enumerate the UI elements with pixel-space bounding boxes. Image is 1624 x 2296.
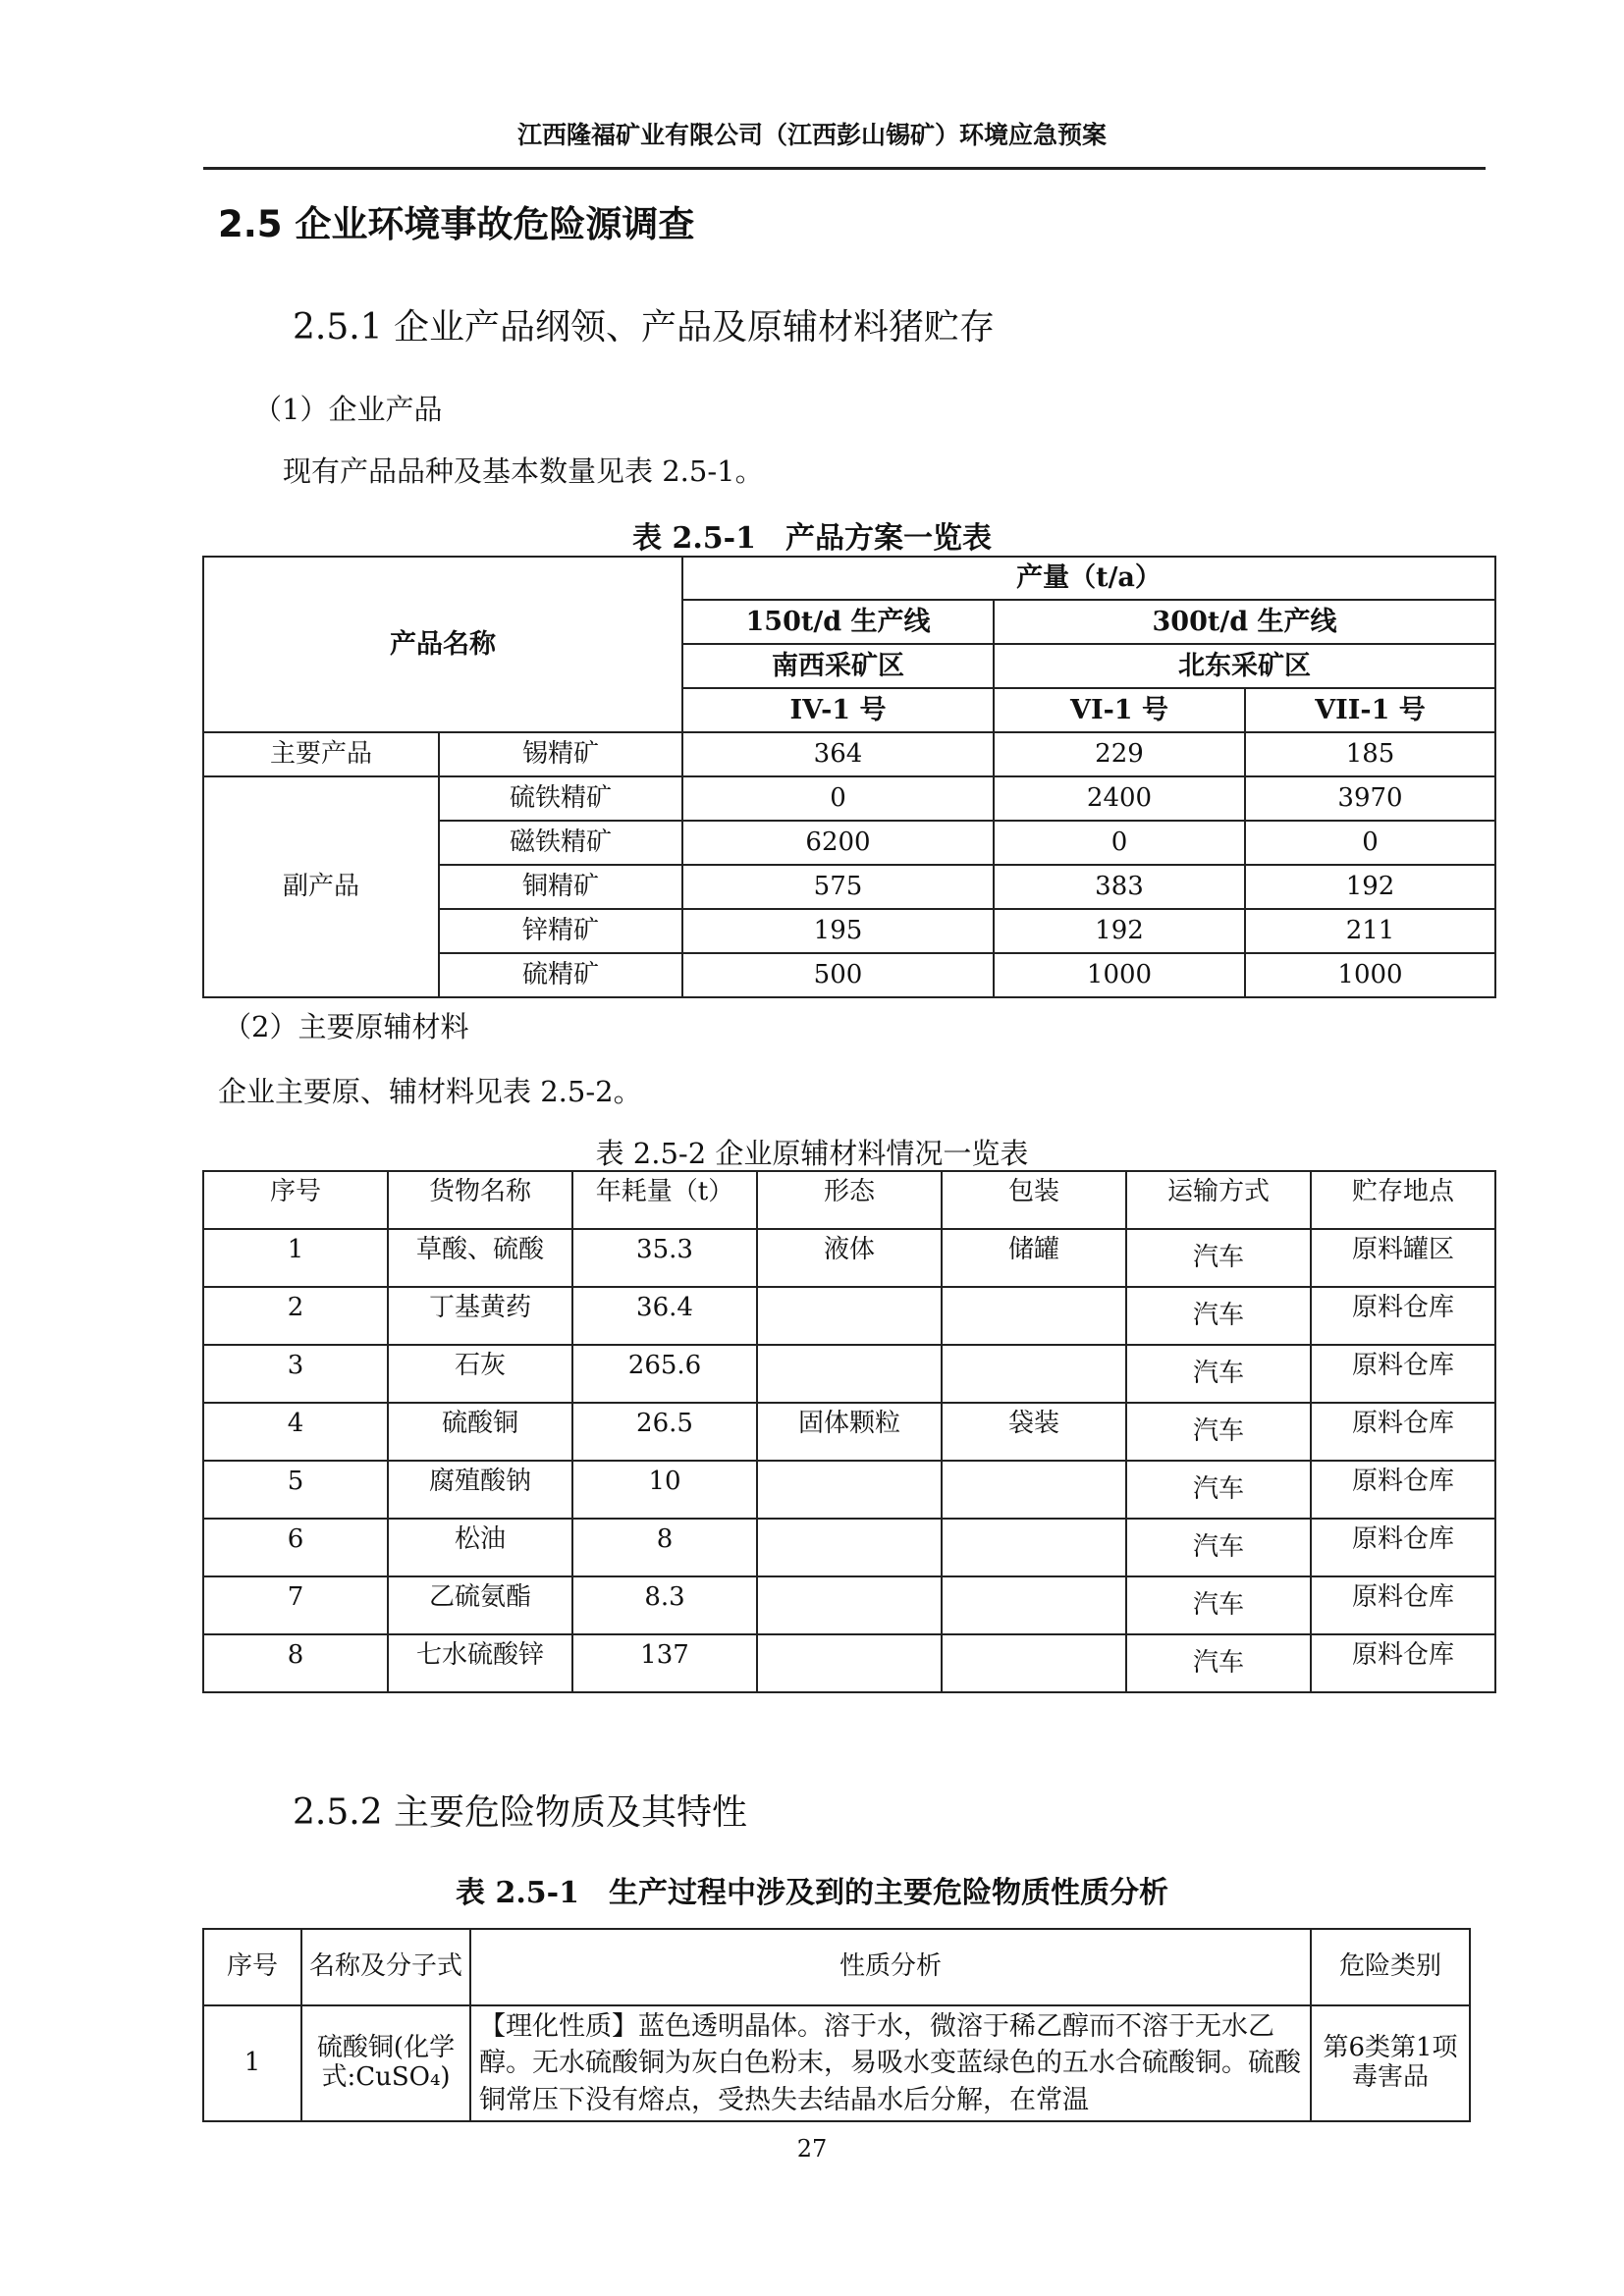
- table1-cell: 229: [994, 732, 1245, 776]
- table2-cell: [757, 1576, 942, 1634]
- table1-cell: 195: [682, 909, 994, 953]
- table-row: [203, 1403, 1495, 1461]
- table1-cell: 1000: [994, 953, 1245, 997]
- table1-main-label: 主要产品: [203, 732, 439, 776]
- table2-cell: 汽车: [1126, 1287, 1311, 1345]
- table2-cell: 乙硫氨酯: [388, 1576, 572, 1634]
- table1-header-line150: 150t/d 生产线: [682, 600, 994, 644]
- table1-cell: 磁铁精矿: [439, 821, 682, 865]
- table2-cell: 汽车: [1126, 1345, 1311, 1403]
- table2-cell: 汽车: [1126, 1461, 1311, 1519]
- table2-cell: 原料仓库: [1311, 1519, 1495, 1576]
- table2-cell: [757, 1287, 942, 1345]
- table2-cell: 5: [203, 1461, 388, 1519]
- table1-cell: 硫精矿: [439, 953, 682, 997]
- table1-header-output: 产量（t/a）: [682, 557, 1495, 600]
- subsection-heading-2-5-2: 2.5.2 主要危险物质及其特性: [293, 1792, 748, 1833]
- table1-cell: 硫铁精矿: [439, 776, 682, 821]
- table2-cell: 腐殖酸钠: [388, 1461, 572, 1519]
- table1-cell: 500: [682, 953, 994, 997]
- header-divider: [203, 167, 1486, 170]
- table1-header-name: 产品名称: [203, 557, 682, 732]
- table1-cell: 185: [1245, 732, 1495, 776]
- table2-cell: 10: [572, 1461, 757, 1519]
- table1-cell: 铜精矿: [439, 865, 682, 909]
- table2-cell: 2: [203, 1287, 388, 1345]
- table2-cell: [942, 1287, 1126, 1345]
- table3-cell: 硫酸铜(化学式:CuSO₄): [301, 2005, 470, 2121]
- table-row: [203, 732, 1495, 776]
- product-table: [202, 556, 1496, 998]
- table2-cell: 26.5: [572, 1403, 757, 1461]
- table2-cell: 汽车: [1126, 1229, 1311, 1287]
- table2-cell: 石灰: [388, 1345, 572, 1403]
- table2-cell: 原料仓库: [1311, 1345, 1495, 1403]
- table2-cell: 36.4: [572, 1287, 757, 1345]
- table1-cell: 0: [994, 821, 1245, 865]
- table1-cell: 192: [994, 909, 1245, 953]
- table2-cell: 固体颗粒: [757, 1403, 942, 1461]
- hazard-table: [202, 1928, 1471, 2122]
- table2-header: 年耗量（t）: [572, 1171, 757, 1229]
- table-row: [203, 1576, 1495, 1634]
- table3-analysis-cell: 【理化性质】蓝色透明晶体。溶于水，微溶于稀乙醇而不溶于无水乙醇。无水硫酸铜为灰白色粉末，易吸水变蓝绿色的五水合硫酸铜。硫酸铜常压下没有熔点，受热失去结晶水后分解，在常温: [470, 2005, 1311, 2121]
- document-header-title: 江西隆福矿业有限公司（江西彭山锡矿）环境应急预案: [516, 121, 1107, 149]
- section-heading: 2.5 企业环境事故危险源调查: [218, 203, 695, 245]
- subsection-heading-2-5-1: 2.5.1 企业产品纲领、产品及原辅材料猪贮存: [293, 307, 996, 347]
- table3-caption: 表 2.5-1 生产过程中涉及到的主要危险物质性质分析: [456, 1876, 1168, 1910]
- table1-header-vii: VII-1 号: [1245, 688, 1495, 732]
- table2-cell: 8: [572, 1519, 757, 1576]
- table2-cell: 35.3: [572, 1229, 757, 1287]
- table1-sub-label: 副产品: [203, 776, 439, 997]
- table2-cell: 137: [572, 1634, 757, 1692]
- table2-cell: 汽车: [1126, 1576, 1311, 1634]
- table2-cell: 原料罐区: [1311, 1229, 1495, 1287]
- table1-cell: 1000: [1245, 953, 1495, 997]
- table1-cell: 2400: [994, 776, 1245, 821]
- table-row: [203, 1461, 1495, 1519]
- table1-cell: 6200: [682, 821, 994, 865]
- table2-cell: 4: [203, 1403, 388, 1461]
- table1-cell: 211: [1245, 909, 1495, 953]
- table2-cell: 8: [203, 1634, 388, 1692]
- table1-cell: 575: [682, 865, 994, 909]
- table1-cell: 锌精矿: [439, 909, 682, 953]
- table1-cell: 364: [682, 732, 994, 776]
- item-main-materials: （2）主要原辅材料: [223, 1010, 469, 1043]
- page-number: 27: [796, 2135, 828, 2163]
- table2-cell: 液体: [757, 1229, 942, 1287]
- table-row: [203, 1634, 1495, 1692]
- table3-header: 序号: [203, 1929, 301, 2005]
- table2-cell: 汽车: [1126, 1519, 1311, 1576]
- table2-cell: [757, 1461, 942, 1519]
- table2-cell: 8.3: [572, 1576, 757, 1634]
- table1-header-iv: IV-1 号: [682, 688, 994, 732]
- table1-cell: 192: [1245, 865, 1495, 909]
- table2-cell: 原料仓库: [1311, 1634, 1495, 1692]
- table2-cell: [942, 1519, 1126, 1576]
- table1-cell: 383: [994, 865, 1245, 909]
- table2-header: 货物名称: [388, 1171, 572, 1229]
- materials-table: [202, 1170, 1496, 1693]
- table2-cell: 草酸、硫酸: [388, 1229, 572, 1287]
- table1-header-area2: 北东采矿区: [994, 644, 1495, 688]
- table2-cell: [942, 1345, 1126, 1403]
- paragraph-products: 现有产品品种及基本数量见表 2.5-1。: [283, 454, 764, 488]
- table2-cell: [757, 1634, 942, 1692]
- table-row: [203, 1519, 1495, 1576]
- table2-cell: 汽车: [1126, 1634, 1311, 1692]
- table2-header: 包装: [942, 1171, 1126, 1229]
- table1-header-vi: VI-1 号: [994, 688, 1245, 732]
- table2-cell: 袋装: [942, 1403, 1126, 1461]
- table2-cell: 原料仓库: [1311, 1461, 1495, 1519]
- table2-header: 贮存地点: [1311, 1171, 1495, 1229]
- table2-cell: 265.6: [572, 1345, 757, 1403]
- table2-cell: 七水硫酸锌: [388, 1634, 572, 1692]
- paragraph-materials: 企业主要原、辅材料见表 2.5-2。: [218, 1075, 642, 1108]
- table1-header-line300: 300t/d 生产线: [994, 600, 1495, 644]
- table-row: [203, 1229, 1495, 1287]
- table2-cell: [942, 1634, 1126, 1692]
- table2-caption: 表 2.5-2 企业原辅材料情况一览表: [595, 1137, 1029, 1170]
- table3-header: 名称及分子式: [301, 1929, 470, 2005]
- table2-cell: [757, 1345, 942, 1403]
- table2-cell: 松油: [388, 1519, 572, 1576]
- table2-cell: 储罐: [942, 1229, 1126, 1287]
- table-row: [203, 2005, 1470, 2121]
- table2-cell: [757, 1519, 942, 1576]
- table-row: [203, 776, 1495, 821]
- table2-cell: 汽车: [1126, 1403, 1311, 1461]
- table2-cell: 7: [203, 1576, 388, 1634]
- table2-cell: 3: [203, 1345, 388, 1403]
- table2-header: 序号: [203, 1171, 388, 1229]
- table1-cell: 3970: [1245, 776, 1495, 821]
- table3-cell: 1: [203, 2005, 301, 2121]
- table1-caption: 表 2.5-1 产品方案一览表: [632, 521, 992, 556]
- table1-cell: 0: [1245, 821, 1495, 865]
- table1-cell: 锡精矿: [439, 732, 682, 776]
- table2-cell: 1: [203, 1229, 388, 1287]
- table2-header: 运输方式: [1126, 1171, 1311, 1229]
- table3-header: 危险类别: [1311, 1929, 1470, 2005]
- table2-cell: 6: [203, 1519, 388, 1576]
- item-enterprise-products: （1）企业产品: [253, 393, 443, 426]
- table2-header: 形态: [757, 1171, 942, 1229]
- table2-cell: 原料仓库: [1311, 1287, 1495, 1345]
- table2-cell: [942, 1461, 1126, 1519]
- table2-cell: [942, 1576, 1126, 1634]
- table1-header-area1: 南西采矿区: [682, 644, 994, 688]
- table2-cell: 硫酸铜: [388, 1403, 572, 1461]
- table2-cell: 原料仓库: [1311, 1403, 1495, 1461]
- table-row: [203, 1345, 1495, 1403]
- table-row: [203, 1287, 1495, 1345]
- table3-cell: 第6类第1项毒害品: [1311, 2005, 1470, 2121]
- table2-cell: 丁基黄药: [388, 1287, 572, 1345]
- table2-cell: 原料仓库: [1311, 1576, 1495, 1634]
- table1-cell: 0: [682, 776, 994, 821]
- table3-header: 性质分析: [470, 1929, 1311, 2005]
